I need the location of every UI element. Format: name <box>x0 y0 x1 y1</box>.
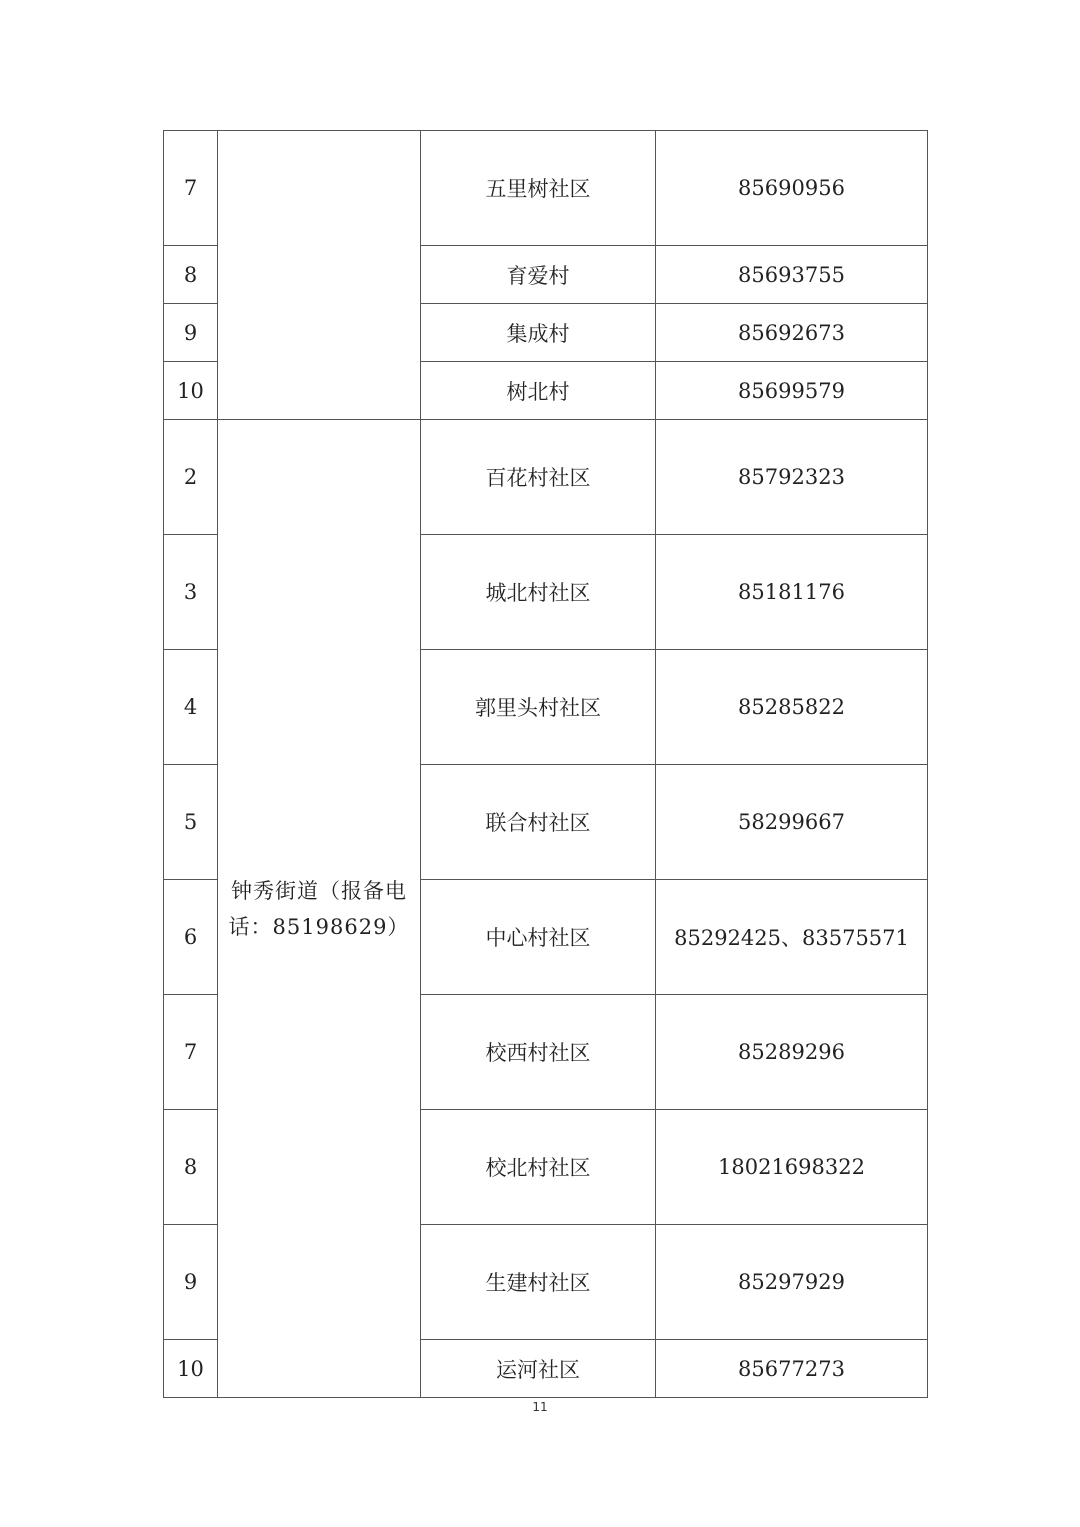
community-name: 校北村社区 <box>421 1110 656 1225</box>
phone-number: 85292425、83575571 <box>656 880 928 995</box>
row-number: 7 <box>164 995 218 1110</box>
row-number: 3 <box>164 535 218 650</box>
phone-number: 85693755 <box>656 246 928 304</box>
community-name: 育爱村 <box>421 246 656 304</box>
row-number: 10 <box>164 1340 218 1398</box>
street-name: 钟秀街道（报备电话：85198629） <box>218 420 421 1398</box>
community-name: 生建村社区 <box>421 1225 656 1340</box>
community-name: 城北村社区 <box>421 535 656 650</box>
row-number: 4 <box>164 650 218 765</box>
row-number: 7 <box>164 131 218 246</box>
phone-number: 85289296 <box>656 995 928 1110</box>
row-number: 10 <box>164 362 218 420</box>
phone-number: 18021698322 <box>656 1110 928 1225</box>
page-number: 11 <box>532 1400 548 1414</box>
phone-number: 85692673 <box>656 304 928 362</box>
phone-number: 85677273 <box>656 1340 928 1398</box>
contact-table <box>163 130 928 1398</box>
community-name: 校西村社区 <box>421 995 656 1110</box>
phone-number: 85297929 <box>656 1225 928 1340</box>
phone-number: 85285822 <box>656 650 928 765</box>
community-name: 树北村 <box>421 362 656 420</box>
row-number: 9 <box>164 304 218 362</box>
phone-number: 58299667 <box>656 765 928 880</box>
phone-number: 85690956 <box>656 131 928 246</box>
community-name: 集成村 <box>421 304 656 362</box>
community-name: 联合村社区 <box>421 765 656 880</box>
row-number: 8 <box>164 246 218 304</box>
community-name: 运河社区 <box>421 1340 656 1398</box>
community-name: 中心村社区 <box>421 880 656 995</box>
phone-number: 85181176 <box>656 535 928 650</box>
community-name: 五里树社区 <box>421 131 656 246</box>
row-number: 8 <box>164 1110 218 1225</box>
phone-number: 85792323 <box>656 420 928 535</box>
table-row <box>164 420 928 535</box>
row-number: 5 <box>164 765 218 880</box>
community-name: 郭里头村社区 <box>421 650 656 765</box>
table-row <box>164 131 928 246</box>
row-number: 9 <box>164 1225 218 1340</box>
street-name <box>218 131 421 420</box>
row-number: 6 <box>164 880 218 995</box>
community-name: 百花村社区 <box>421 420 656 535</box>
row-number: 2 <box>164 420 218 535</box>
phone-number: 85699579 <box>656 362 928 420</box>
